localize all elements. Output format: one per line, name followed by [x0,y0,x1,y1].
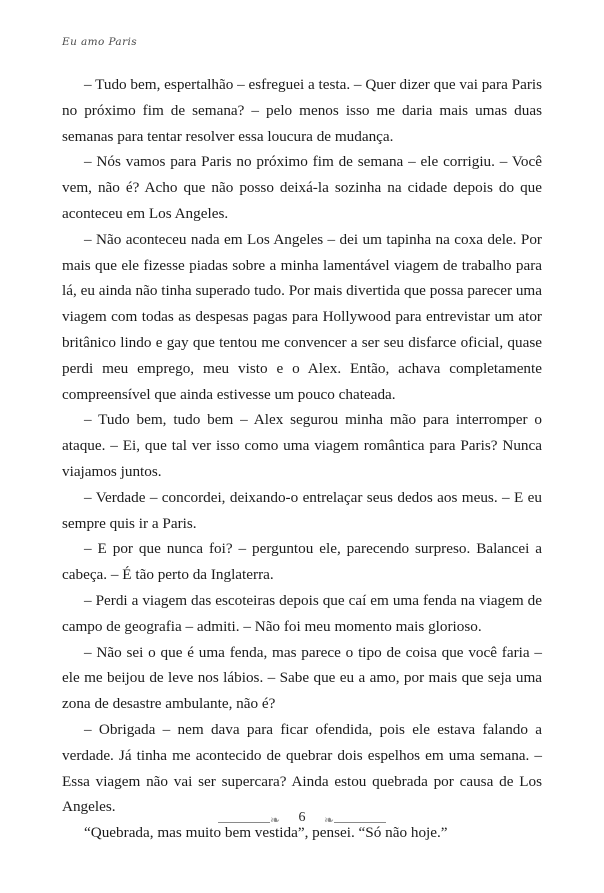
paragraph: – Tudo bem, espertalhão – esfreguei a testa. – Quer dizer que vai para Paris no próximo fim de semana? – pelo menos isso me daria mais umas duas semanas para tentar resolver essa loucura de mudança. [62,76,543,145]
paragraph: – Nós vamos para Paris no próximo fim de semana – ele corrigiu. – Você vem, não é? Acho que não posso deixá-la sozinha na cidade depois do que aconteceu em Los Angeles. [62,153,542,222]
paragraph: – Não aconteceu nada em Los Angeles – dei um tapinha na coxa dele. Por mais que ele fizesse piadas sobre a minha lamentável viagem de trabalho para lá, eu ainda não tinha superado tudo. Por mais divertida que possa parecer uma viagem com todas as despesas pagas para Hollywood para entrevistar um ator britânico lindo e gay que tentou me convencer a ser seu disfarce oficial, quase perdi meu emprego, meu visto e o Alex. Então, achava completamente compreensível que ainda estivesse um pouco chateada. [62,230,542,403]
paragraph: – Verdade – concordei, deixando-o entrelaçar seus dedos aos meus. – E eu sempre quis ir a Paris. [62,488,542,532]
footer-ornament [212,805,392,835]
ornament-rule-right [334,822,386,823]
page-footer [0,805,604,845]
paragraph: – E por que nunca foi? – perguntou ele, parecendo surpreso. Balancei a cabeça. – É tão perto da Inglaterra. [62,540,542,584]
ornament-rule-left [218,822,270,823]
paragraph: “Quebrada, mas muito bem vestida”, pensei. “Só não hoje.” [84,824,448,842]
page-number: 6 [298,810,306,825]
paragraph: – Tudo bem, tudo bem – Alex segurou minha mão para interromper o ataque. – Ei, que tal ver isso como uma viagem romântica para Paris? Nunca viajamos juntos. [62,411,542,480]
paragraph: – Obrigada – nem dava para ficar ofendida, pois ele estava falando a verdade. Já tinha me acontecido de quebrar dois espelhos em uma semana. – Essa viagem não vai ser supercara? Ainda estou quebrada por causa de Los Angeles. [62,720,542,816]
swirl-left-icon: ❧ [270,813,281,827]
running-head: Eu amo Paris [62,36,138,48]
swirl-right-icon: ❧ [323,813,334,827]
body-text [62,72,542,846]
paragraph: – Não sei o que é uma fenda, mas parece o tipo de coisa que você faria – ele me beijou de leve nos lábios. – Sabe que eu a amo, por mais que seja uma zona de desastre ambulante, não é? [62,643,542,713]
paragraph: – Perdi a viagem das escoteiras depois que caí em uma fenda na viagem de campo de geografia – admiti. – Não foi meu momento mais glorioso. [62,591,542,635]
